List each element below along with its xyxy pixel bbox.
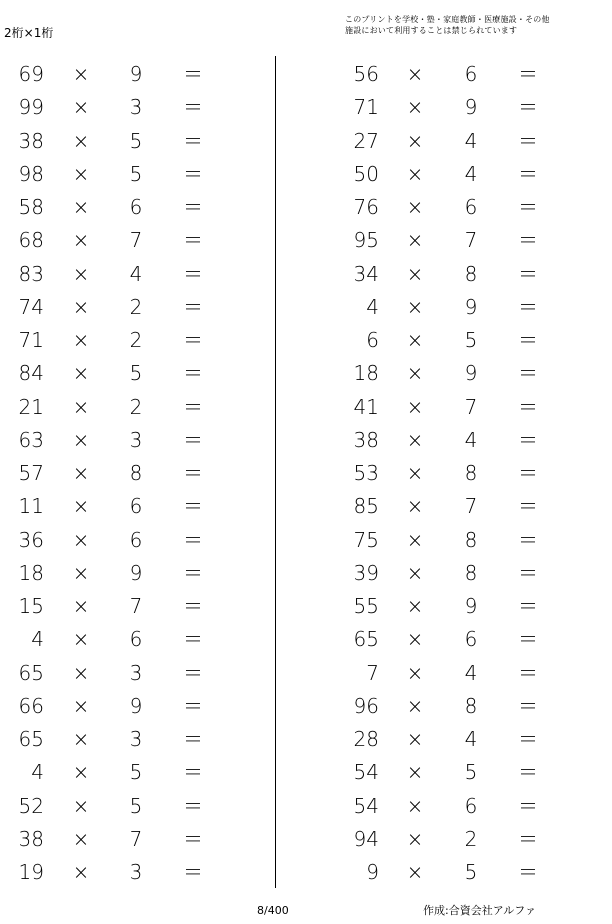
multiplicand: 53 [353,461,379,485]
multiplicand: 19 [18,860,44,884]
times-sign: × [406,128,424,153]
multiplier: 3 [129,427,143,452]
multiplicand: 11 [18,494,44,519]
multiplicand: 75 [353,527,379,552]
equals-sign: ＝ [518,660,538,685]
multiplicand: 9 [366,860,379,884]
times-sign: × [406,361,424,386]
multiplier: 4 [464,128,478,153]
times-sign: × [406,627,424,652]
multiplicand: 6 [366,328,379,352]
equals-sign: ＝ [183,494,203,519]
equals-sign: ＝ [518,95,538,120]
times-sign: × [406,62,424,86]
multiplicand: 38 [18,826,44,851]
multiplier: 6 [129,494,143,519]
equals-sign: ＝ [183,228,203,253]
multiplicand: 4 [31,760,44,785]
multiplicand: 83 [18,261,44,286]
times-sign: × [406,693,424,718]
multiplier: 6 [464,793,478,818]
times-sign: × [72,328,90,352]
multiplier: 3 [129,660,143,685]
equals-sign: ＝ [183,161,203,186]
times-sign: × [72,727,90,751]
multiplicand: 56 [353,62,379,86]
multiplier: 5 [129,760,143,785]
multiplier: 2 [129,394,143,419]
times-sign: × [72,228,90,253]
times-sign: × [406,860,424,884]
multiplicand: 98 [18,161,44,186]
times-sign: × [72,461,90,485]
times-sign: × [72,560,90,585]
times-sign: × [406,228,424,253]
equals-sign: ＝ [183,294,203,319]
multiplier: 7 [464,394,478,419]
multiplier: 5 [464,860,478,884]
multiplier: 5 [129,128,143,153]
times-sign: × [72,826,90,851]
multiplier: 4 [464,660,478,685]
multiplicand: 7 [366,660,379,685]
times-sign: × [72,760,90,785]
multiplicand: 18 [353,361,379,386]
equals-sign: ＝ [183,760,203,785]
times-sign: × [406,294,424,319]
multiplier: 5 [464,760,478,785]
multiplier: 5 [464,328,478,352]
multiplier: 7 [129,228,143,253]
times-sign: × [72,161,90,186]
page-number: 8/400 [257,904,289,917]
multiplier: 7 [129,594,143,618]
multiplier: 2 [464,826,478,851]
multiplier: 9 [464,294,478,319]
equals-sign: ＝ [518,494,538,519]
times-sign: × [72,660,90,685]
equals-sign: ＝ [183,560,203,585]
multiplier: 3 [129,860,143,884]
multiplicand: 99 [18,95,44,120]
times-sign: × [406,594,424,618]
times-sign: × [72,361,90,386]
multiplier: 2 [129,294,143,319]
multiplier: 5 [129,361,143,386]
multiplier: 8 [464,261,478,286]
multiplicand: 65 [353,627,379,652]
times-sign: × [406,494,424,519]
times-sign: × [72,427,90,452]
times-sign: × [406,161,424,186]
multiplier: 6 [464,627,478,652]
usage-notice-line: 施設において利用することは禁じられています [345,26,518,35]
multiplicand: 76 [353,195,379,219]
equals-sign: ＝ [518,228,538,253]
times-sign: × [406,95,424,120]
equals-sign: ＝ [518,427,538,452]
equals-sign: ＝ [518,161,538,186]
equals-sign: ＝ [518,627,538,652]
equals-sign: ＝ [183,693,203,718]
times-sign: × [406,328,424,352]
multiplicand: 69 [18,62,44,86]
equals-sign: ＝ [183,461,203,485]
multiplicand: 94 [353,826,379,851]
times-sign: × [406,727,424,751]
times-sign: × [72,394,90,419]
times-sign: × [72,294,90,319]
multiplier: 9 [464,95,478,120]
multiplicand: 58 [18,195,44,219]
multiplier: 9 [464,594,478,618]
usage-notice-line: このプリントを学校・塾・家庭教師・医療施設・その他 [345,15,550,24]
multiplicand: 27 [353,128,379,153]
equals-sign: ＝ [518,527,538,552]
multiplier: 3 [129,727,143,751]
multiplier: 9 [129,693,143,718]
multiplier: 8 [129,461,143,485]
equals-sign: ＝ [183,860,203,884]
multiplier: 4 [464,427,478,452]
equals-sign: ＝ [183,527,203,552]
equals-sign: ＝ [518,328,538,352]
multiplier: 7 [464,228,478,253]
multiplicand: 54 [353,760,379,785]
equals-sign: ＝ [183,793,203,818]
times-sign: × [406,826,424,851]
multiplicand: 66 [18,693,44,718]
multiplier: 4 [464,727,478,751]
author-credit: 作成:合資会社アルファ [423,904,537,917]
multiplier: 6 [129,527,143,552]
multiplicand: 65 [18,660,44,685]
multiplier: 9 [129,62,143,86]
multiplicand: 68 [18,228,44,253]
equals-sign: ＝ [183,128,203,153]
multiplicand: 4 [366,294,379,319]
multiplicand: 96 [353,693,379,718]
multiplier: 5 [129,161,143,186]
multiplier: 6 [464,62,478,86]
worksheet-title: 2桁×1桁 [4,26,54,40]
multiplicand: 36 [18,527,44,552]
times-sign: × [406,261,424,286]
equals-sign: ＝ [518,860,538,884]
equals-sign: ＝ [518,560,538,585]
times-sign: × [72,62,90,86]
multiplicand: 65 [18,727,44,751]
multiplier: 7 [464,494,478,519]
multiplicand: 95 [353,228,379,253]
times-sign: × [406,793,424,818]
equals-sign: ＝ [518,361,538,386]
equals-sign: ＝ [518,294,538,319]
multiplicand: 34 [353,261,379,286]
equals-sign: ＝ [518,760,538,785]
equals-sign: ＝ [518,128,538,153]
times-sign: × [72,494,90,519]
equals-sign: ＝ [183,727,203,751]
multiplier: 6 [129,627,143,652]
times-sign: × [72,527,90,552]
multiplicand: 18 [18,560,44,585]
times-sign: × [406,427,424,452]
multiplicand: 38 [353,427,379,452]
times-sign: × [72,594,90,618]
times-sign: × [72,128,90,153]
times-sign: × [406,527,424,552]
multiplicand: 52 [18,793,44,818]
equals-sign: ＝ [518,793,538,818]
equals-sign: ＝ [183,361,203,386]
equals-sign: ＝ [518,261,538,286]
times-sign: × [72,693,90,718]
multiplicand: 74 [18,294,44,319]
multiplier: 8 [464,560,478,585]
equals-sign: ＝ [183,627,203,652]
times-sign: × [72,793,90,818]
times-sign: × [72,261,90,286]
multiplier: 7 [129,826,143,851]
multiplicand: 85 [353,494,379,519]
multiplier: 4 [464,161,478,186]
equals-sign: ＝ [183,328,203,352]
times-sign: × [72,95,90,120]
equals-sign: ＝ [183,62,203,86]
multiplicand: 28 [353,727,379,751]
multiplier: 9 [464,361,478,386]
equals-sign: ＝ [518,594,538,618]
usage-notice [345,14,607,36]
times-sign: × [72,627,90,652]
multiplicand: 55 [353,594,379,618]
equals-sign: ＝ [183,95,203,120]
equals-sign: ＝ [518,461,538,485]
multiplier: 6 [464,195,478,219]
times-sign: × [406,461,424,485]
multiplier: 6 [129,195,143,219]
multiplier: 4 [129,261,143,286]
equals-sign: ＝ [183,594,203,618]
multiplicand: 38 [18,128,44,153]
equals-sign: ＝ [183,427,203,452]
equals-sign: ＝ [518,195,538,219]
times-sign: × [406,560,424,585]
multiplier: 2 [129,328,143,352]
multiplicand: 57 [18,461,44,485]
multiplicand: 84 [18,361,44,386]
multiplier: 8 [464,693,478,718]
multiplicand: 21 [18,394,44,419]
multiplicand: 50 [353,161,379,186]
multiplier: 8 [464,461,478,485]
multiplicand: 4 [31,627,44,652]
multiplier: 3 [129,95,143,120]
equals-sign: ＝ [518,394,538,419]
multiplicand: 63 [18,427,44,452]
equals-sign: ＝ [183,826,203,851]
equals-sign: ＝ [518,693,538,718]
times-sign: × [406,195,424,219]
multiplier: 5 [129,793,143,818]
times-sign: × [406,394,424,419]
multiplicand: 41 [353,394,379,419]
multiplicand: 71 [18,328,44,352]
multiplicand: 39 [353,560,379,585]
multiplicand: 15 [18,594,44,618]
equals-sign: ＝ [518,727,538,751]
multiplier: 8 [464,527,478,552]
column-divider [275,56,276,888]
equals-sign: ＝ [183,394,203,419]
multiplicand: 71 [353,95,379,120]
times-sign: × [72,860,90,884]
equals-sign: ＝ [183,195,203,219]
times-sign: × [72,195,90,219]
equals-sign: ＝ [518,62,538,86]
times-sign: × [406,760,424,785]
multiplicand: 54 [353,793,379,818]
equals-sign: ＝ [183,261,203,286]
equals-sign: ＝ [518,826,538,851]
multiplier: 9 [129,560,143,585]
times-sign: × [406,660,424,685]
equals-sign: ＝ [183,660,203,685]
